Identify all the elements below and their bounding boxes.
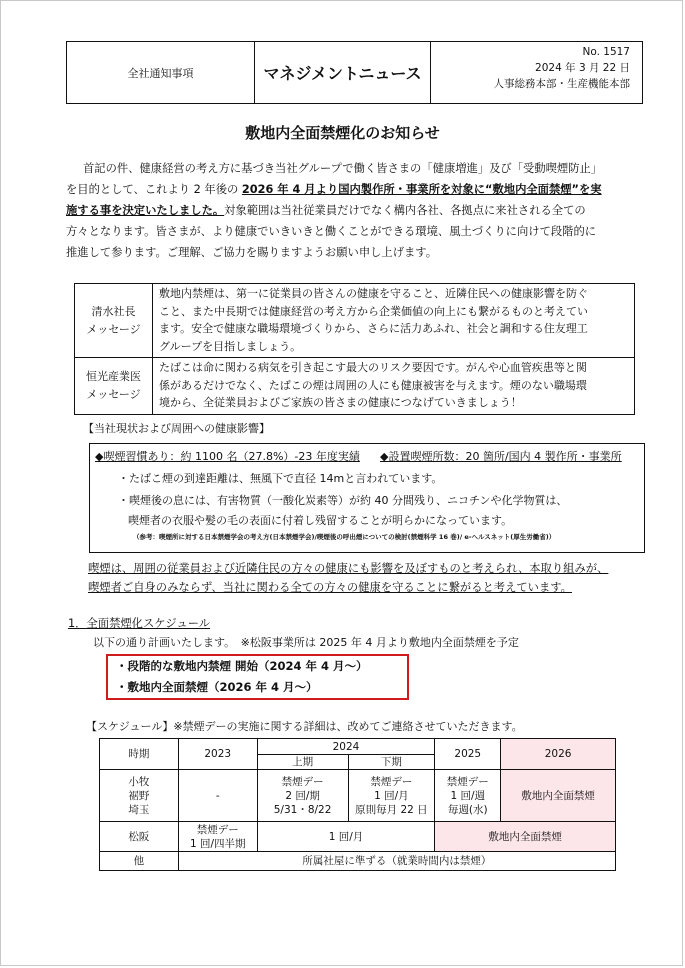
cell-line: 禁煙デー [446,775,489,788]
cell-line: 原則毎月 22 日 [355,803,428,816]
site-cell [100,770,179,822]
intro-line-2 [66,180,602,201]
message-line: 係があるだけでなく、たばこの煙は周囲の人にも健康被害を与えます。煙のない職場環 [159,378,587,392]
status-heading: 【当社現状および周囲への健康影響】 [83,422,270,435]
status-bullet-2: ・喫煙後の息には、有害物質（一酸化炭素等）が約 40 分間残り、ニコチンや化学物質は、 [118,494,568,507]
message-line: 敷地内禁煙は、第一に従業員の皆さんの健康を守ること、近隣住民への健康影響を防ぐ [159,287,588,300]
cell-line: 1 回/月 [374,789,409,802]
message-text [153,358,635,415]
cell-line: 禁煙デー [196,823,239,836]
intro-line-1: 首記の件、健康経営の考え方に基づき当社グループで働く皆さまの「健康増進」及び「受動喫煙防止」 [83,162,603,175]
cell-line: 毎週(水) [447,803,488,816]
site-cell: 他 [100,852,179,871]
intro-emphasis: 2026 年 4 月より国内製作所・事業所を対象に“敷地内全面禁煙”を実 [241,183,602,196]
issue-info [431,42,642,103]
message-row-president [75,284,635,358]
fact-smoking-areas: ◆設置喫煙所数：20 箇所/国内 4 製作所・事業所 [380,450,622,463]
message-label [75,358,153,415]
cell-line: 1 回/四半期 [189,837,246,850]
message-line: 境から、全従業員およびご家族の皆さまの健康につなげていきましょう！ [159,396,522,409]
schedule-row-komaki [100,770,616,822]
schedule-heading: 1．全面禁煙化スケジュール [68,617,211,630]
issue-date: 2024 年 3 月 22 日 [535,62,630,74]
issuing-department: 人事総務本部・生産機能本部 [493,78,630,90]
schedule-row-other [100,852,616,871]
site-name: 小牧 [128,775,150,788]
intro-emphasis: 施する事を決定いたしました。 [66,204,225,217]
table-caption: 【スケジュール】※禁煙デーの実施に関する詳細は、改めてご連絡させていただきます。 [86,720,523,733]
cell-2023 [178,822,257,852]
message-row-doctor [75,358,635,415]
status-bullet-2-cont: 喫煙者の衣服や髪の毛の表面に付着し残留することが明らかになっています。 [128,514,513,527]
cell-2024: 1 回/月 [257,822,435,852]
header-box [66,41,643,104]
intro-line-3 [66,201,586,222]
reference-note: （参考：喫煙所に対する日本禁煙学会の考え方(日本禁煙学会)/喫煙後の呼出煙についての検討(禁煙科学 16 巻)/ e-ヘルスネット(厚生労働省)） [133,533,556,541]
schedule-header-row [100,739,616,755]
schedule-step-2: ・敷地内全面禁煙（2026 年 4 月～） [116,680,318,694]
message-line: ます。安全で健康な職場環境づくりから、さらに活力あふれ、社会と調和する住友理工 [159,322,588,335]
schedule-table [99,738,616,871]
schedule-step-1: ・段階的な敷地内禁煙 開始（2024 年 4 月～） [116,659,368,673]
site-name: 埼玉 [128,803,150,816]
header-2024: 2024 [257,739,435,755]
site-name: 裾野 [128,789,150,802]
intro-text: 対象範囲は当社従業員だけでなく構内各社、各拠点に来社される全ての [224,204,586,217]
message-line: たばこは命に関わる病気を引き起こす最大のリスク要因です。がんや心血管疾患等と関 [159,361,587,374]
cell-line: 5/31・8/22 [273,803,332,816]
issue-number: No. 1517 [582,46,630,58]
fact-smokers: ◆喫煙習慣あり：約 1100 名（27.8%）-23 年度実績 [95,450,360,463]
cell-line: 禁煙デー [281,775,324,788]
cell-2026: 敷地内全面禁煙 [501,770,616,822]
schedule-plan: 以下の通り計画いたします。 ※松阪事業所は 2025 年 4 月より敷地内全面禁煙を予定 [93,636,519,649]
cell-other-rule: 所属社屋に準ずる（就業時間内は禁煙） [178,852,615,871]
conclusion-line-1: 喫煙は、周囲の従業員および近隣住民の方々の健康にも影響を及ぼすものと考えられ、本取り組みが、 [88,562,609,575]
intro-line-4: 方々となります。皆さまが、より健康でいきいきと働くことができる環境、風土づくりに向けて段階的に [66,225,597,238]
cell-line: 禁煙デー [370,775,413,788]
message-line: グループを目指しましょう。 [159,339,302,353]
label-line: メッセージ [86,322,141,336]
intro-line-5: 推進して参ります。ご理解、ご協力を賜りますようお願い申し上げます。 [66,246,437,259]
intro-text: を目的として、これより 2 年後の [66,183,242,196]
cell-line: 2 回/期 [285,789,320,802]
cell-line: 1 回/週 [450,789,486,802]
message-text [153,284,635,358]
label-line: 恒光産業医 [86,370,141,384]
cell-2025 [435,770,501,822]
header-2025: 2025 [435,739,501,770]
label-line: メッセージ [86,387,141,401]
header-2023: 2023 [178,739,257,770]
messages-table [74,283,635,415]
header-2026: 2026 [501,739,616,770]
header-first-half: 上期 [257,755,348,770]
cell-full-ban: 敷地内全面禁煙 [435,822,616,852]
status-bullet-1: ・たばこ煙の到達距離は、無風下で直径 14mと言われています。 [118,472,443,485]
label-line: 清水社長 [91,305,136,318]
schedule-row-matsusaka [100,822,616,852]
site-cell: 松阪 [100,822,179,852]
header-period: 時期 [100,739,179,770]
cell-2023: - [178,770,257,822]
newsletter-title: マネジメントニュース [255,42,431,103]
notice-category: 全社通知事項 [67,42,255,103]
message-line: こと、また中長期では健康経営の考え方から企業価値の向上にも繋がるものと考えてい [159,304,588,318]
page-title: 敷地内全面禁煙化のお知らせ [245,124,440,142]
message-label [75,284,153,358]
header-second-half: 下期 [348,755,435,770]
conclusion-line-2: 喫煙者ご自身のみならず、当社に関わる全ての方々の健康を守ることに繋がると考えています。 [88,581,572,594]
cell-2024-second [348,770,435,822]
cell-2024-first [257,770,348,822]
